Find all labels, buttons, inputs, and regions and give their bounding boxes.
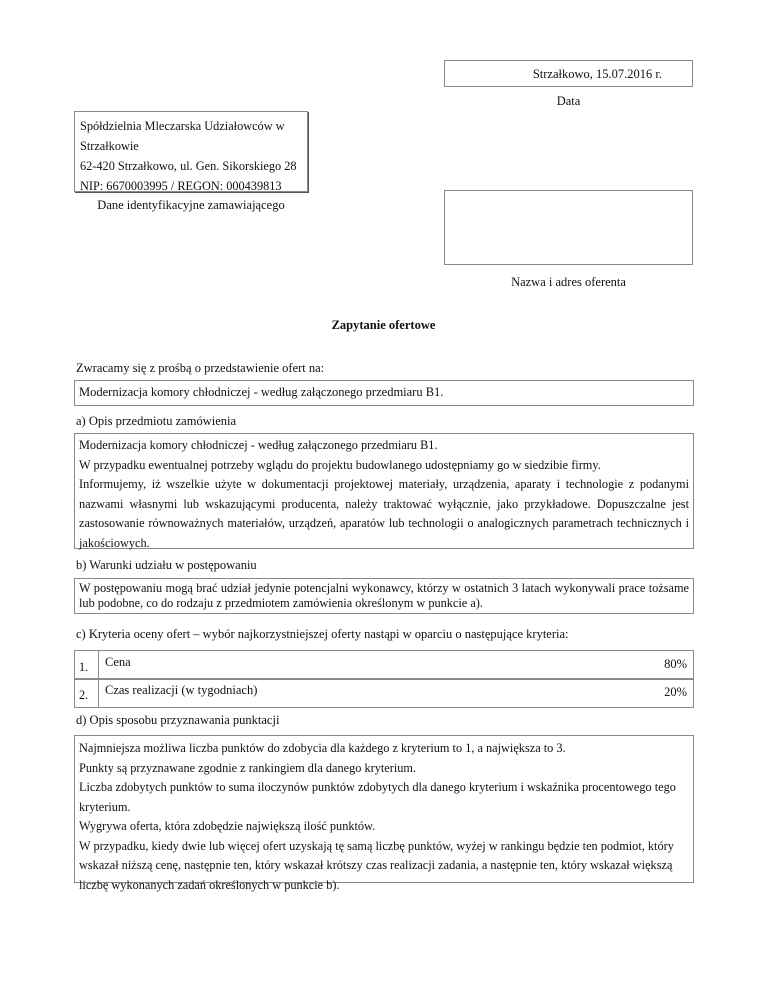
bidder-address-box [444, 190, 693, 265]
criteria-number: 2. [75, 679, 99, 707]
section-d-heading: d) Opis sposobu przyznawania punktacji [76, 713, 280, 727]
section-b-text: W postępowaniu mogą brać udział jedynie potencjalni wykonawcy, którzy w ostatnich 3 latach wykonywali prace tożsame lub podobne, co do rodzaju z przedmiotem zamówienia określonym w punkcie a). [79, 581, 689, 610]
section-a-paragraph: W przypadku ewentualnej potrzeby wglądu do projektu budowlanego udostępniamy go w siedzibie firmy. [79, 457, 601, 472]
section-c-heading: c) Kryteria oceny ofert – wybór najkorzystniejszej oferty nastąpi w oparciu o następujące kryteria: [76, 627, 569, 641]
subject-box [74, 380, 694, 406]
criteria-number: 1. [75, 651, 99, 679]
buyer-line: Strzałkowie [80, 139, 139, 153]
subject-text: Modernizacja komory chłodniczej - według załączonego przedmiaru B1. [79, 385, 444, 399]
section-d-paragraph: Punkty są przyznawane zgodnie z rankingiem dla danego kryterium. [79, 760, 417, 775]
section-b-box [74, 578, 694, 614]
intro-text: Zwracamy się z prośbą o przedstawienie ofert na: [76, 361, 325, 375]
criteria-weight: 80% [664, 657, 687, 671]
section-d-paragraph: Wygrywa oferta, która zdobędzie największą ilość punktów. [79, 819, 376, 833]
date-value: Strzałkowo, 15.07.2016 r. [532, 67, 662, 81]
document-title: Zapytanie ofertowe [331, 318, 436, 332]
date-field [444, 60, 693, 87]
section-d-paragraph: Liczba zdobytych punktów to suma iloczynów punktów zdobytych dla danego kryterium i wskaźnika procentowego tego kryterium. [79, 780, 676, 814]
buyer-line: NIP: 6670003995 / REGON: 000439813 [80, 179, 282, 193]
bidder-label: Nazwa i adres oferenta [511, 275, 626, 289]
buyer-identification-box [74, 111, 308, 192]
criteria-row [74, 650, 694, 680]
section-a-box [74, 433, 694, 549]
section-a-paragraph: Informujemy, iż wszelkie użyte w dokumentacji projektowej materiały, urządzenia, aparaty i technologie z podanymi nazwami własnymi lub wskazującymi producenta, należy traktować wyłącznie, jako przykładowe. Dopuszczalne jest zastosowanie równoważnych materiałów, urządzeń, aparatów lub technologii o analogicznych parametrach technicznych i jakościowych. [79, 477, 689, 550]
section-d-paragraph: Najmniejsza możliwa liczba punktów do zdobycia dla każdego z kryterium to 1, a największa to 3. [79, 741, 566, 755]
criteria-name: Cena [105, 655, 131, 669]
criteria-row [74, 678, 694, 708]
buyer-label: Dane identyfikacyjne zamawiającego [97, 198, 285, 212]
date-label: Data [556, 94, 581, 108]
section-a-paragraph: Modernizacja komory chłodniczej - według załączonego przedmiaru B1. [79, 438, 438, 452]
section-d-paragraph: W przypadku, kiedy dwie lub więcej ofert uzyskają tę samą liczbę punktów, wyżej w rankingu będzie ten podmiot, który wskazał niższą cenę, następnie ten, który wskazał krótszy czas realizacji zadania, a następnie ten, który wskazał większą liczbę wykonanych zadań określonych w punkcie b). [79, 838, 674, 892]
criteria-name: Czas realizacji (w tygodniach) [105, 683, 258, 697]
buyer-line: 62-420 Strzałkowo, ul. Gen. Sikorskiego 28 [80, 159, 297, 173]
section-b-heading: b) Warunki udziału w postępowaniu [76, 558, 257, 572]
section-a-heading: a) Opis przedmiotu zamówienia [76, 414, 237, 428]
section-d-box [74, 735, 694, 892]
criteria-weight: 20% [664, 685, 687, 699]
buyer-line: Spółdzielnia Mleczarska Udziałowców w [80, 119, 285, 133]
